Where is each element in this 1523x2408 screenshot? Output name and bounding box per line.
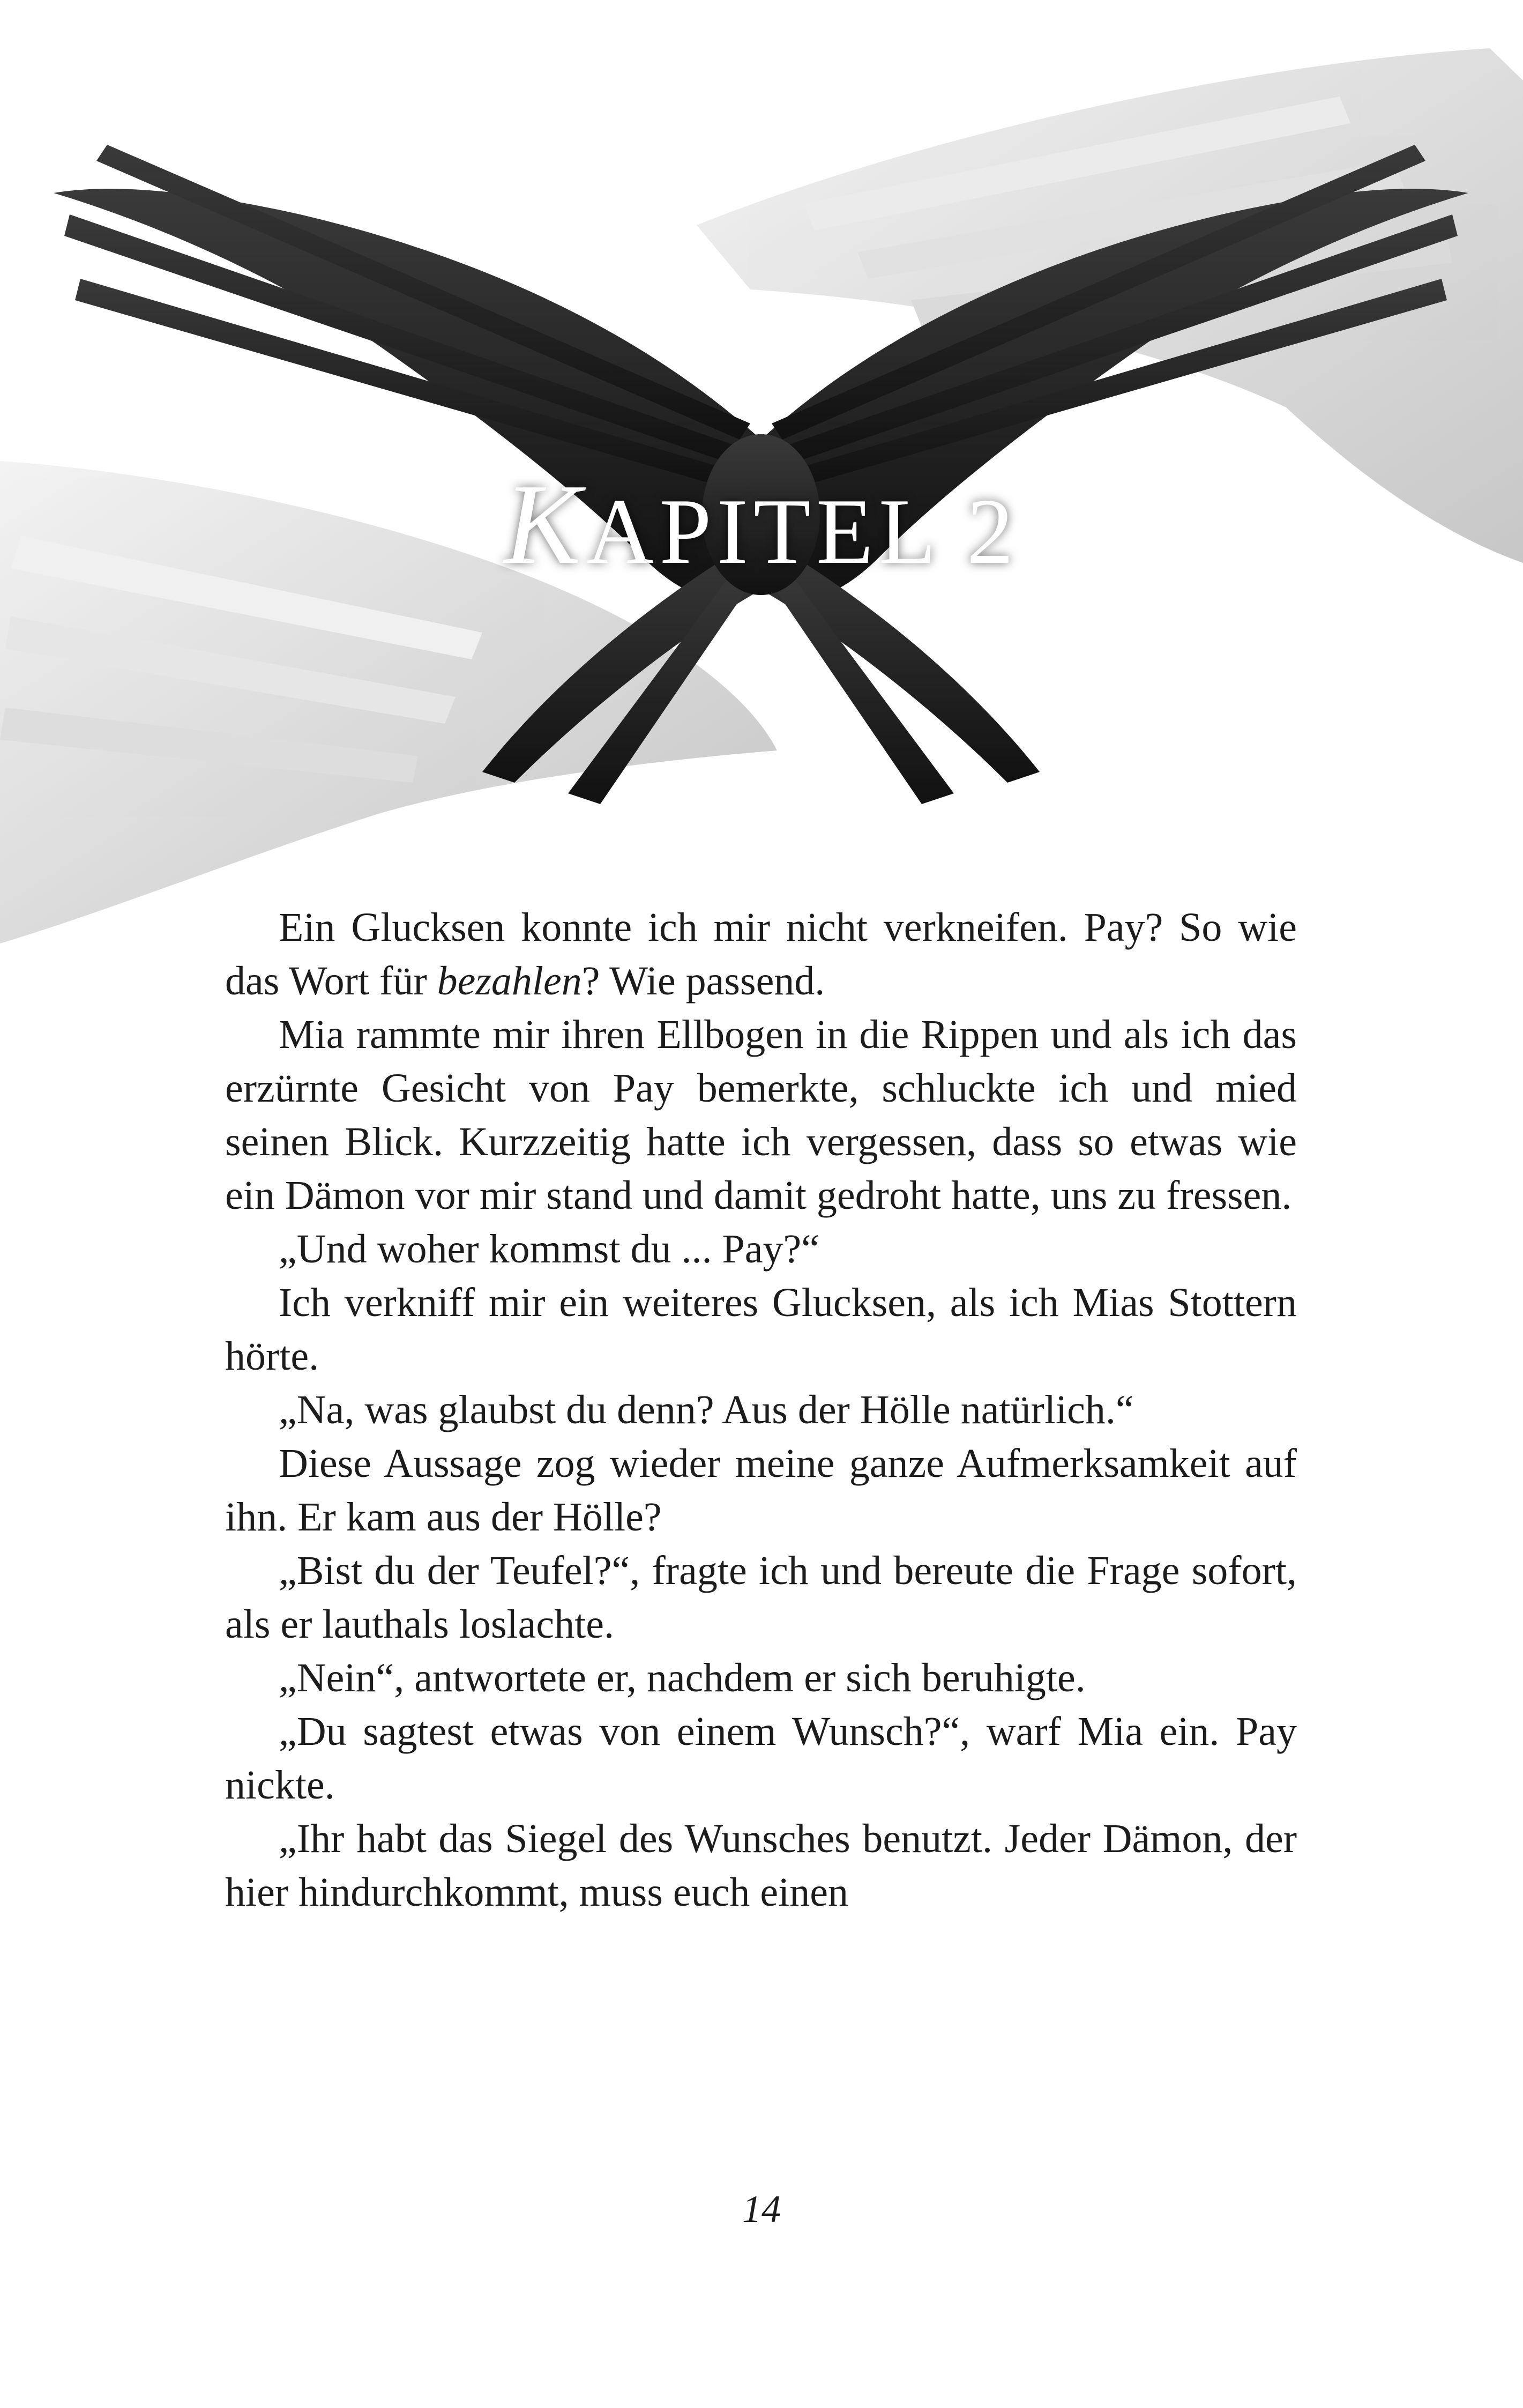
paragraph	[225, 1544, 1297, 1651]
chapter-title-initial: K	[504, 460, 586, 588]
paragraph	[225, 1222, 1297, 1276]
body-text	[225, 901, 1297, 1919]
paragraph-text: „Und woher kommst du ... Pay?“	[279, 1227, 819, 1272]
paragraph	[225, 1276, 1297, 1383]
paragraph	[225, 1008, 1297, 1222]
paragraph	[225, 1812, 1297, 1919]
paragraph	[225, 1437, 1297, 1544]
paragraph-text: „Du sagtest etwas von einem Wunsch?“, warf Mia ein. Pay nickte.	[225, 1709, 1297, 1808]
chapter-title-rest: APITEL 2	[586, 479, 1019, 583]
paragraph-text: „Nein“, antwortete er, nachdem er sich beruhigte.	[279, 1655, 1086, 1700]
emphasis-text: bezahlen	[437, 958, 582, 1004]
paragraph-text: Mia rammte mir ihren Ellbogen in die Rippen und als ich das erzürnte Gesicht von Pay bemerkte, schluckte ich und mied seinen Blick. Kurzzeitig hatte ich vergessen, dass so etwas wie ein Dämon vor mir stand und damit gedroht hatte, uns zu fressen.	[225, 1012, 1297, 1218]
paragraph	[225, 1651, 1297, 1705]
paragraph-text: „Ihr habt das Siegel des Wunsches benutzt. Jeder Dämon, der hier hindurchkommt, muss euch einen	[225, 1816, 1297, 1915]
paragraph-text: „Bist du der Teufel?“, fragte ich und bereute die Frage sofort, als er lauthals loslachte.	[225, 1548, 1297, 1647]
paragraph-text: Ich verkniff mir ein weiteres Glucksen, als ich Mias Stottern hörte.	[225, 1280, 1297, 1379]
paragraph-text: Ein Glucksen konnte ich mir nicht verkneifen. Pay? So wie das Wort für	[225, 905, 1297, 1004]
paragraph-text: ? Wie passend.	[581, 958, 825, 1004]
paragraph	[225, 1705, 1297, 1812]
chapter-title	[0, 460, 1523, 588]
paragraph-text: Diese Aussage zog wieder meine ganze Aufmerksamkeit auf ihn. Er kam aus der Hölle?	[225, 1441, 1297, 1540]
paragraph-text: „Na, was glaubst du denn? Aus der Hölle natürlich.“	[279, 1387, 1134, 1432]
page-number: 14	[742, 2188, 781, 2231]
paragraph	[225, 1383, 1297, 1437]
paragraph	[225, 901, 1297, 1008]
